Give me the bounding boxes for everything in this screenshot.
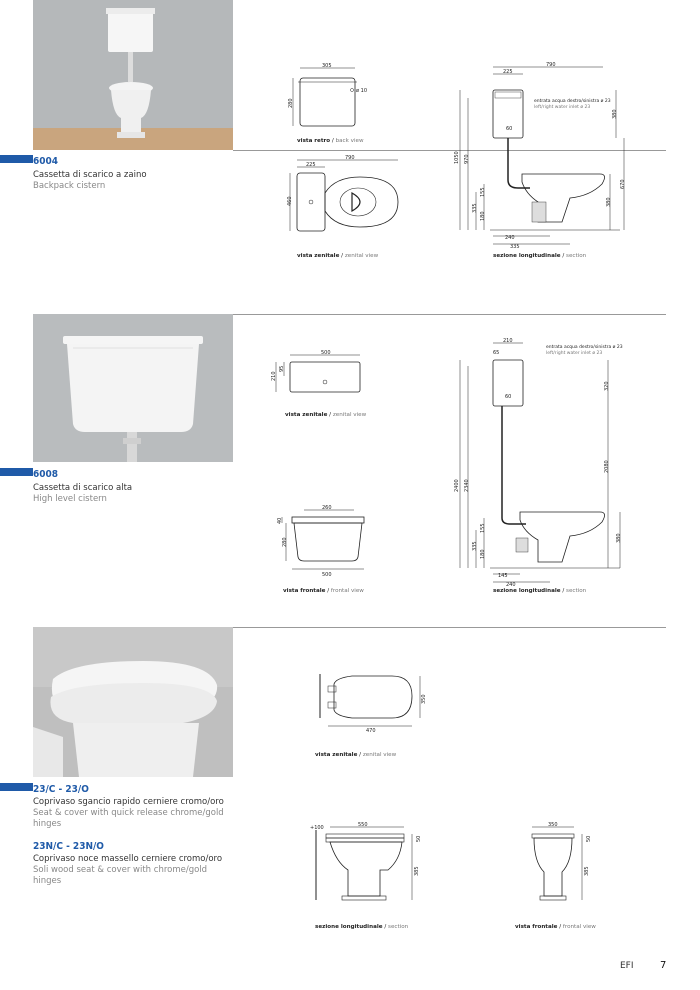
- product-title-it: Coprivaso sgancio rapido cerniere cromo/oro: [33, 797, 224, 807]
- dim-sec-plus: +100: [310, 825, 324, 831]
- product-code-2: 23N/C - 23N/O: [33, 841, 104, 852]
- product-code: 6008: [33, 469, 59, 480]
- dim-sec-r2: 670: [620, 179, 626, 189]
- drawing-section: [450, 338, 630, 588]
- code-bar: [0, 155, 33, 163]
- drawing-back-view: [280, 62, 380, 132]
- caption-front-view: vista frontale / frontal view: [283, 588, 364, 594]
- dim-top-h: 350: [421, 694, 427, 704]
- dim-sec-width: 790: [546, 62, 556, 68]
- product-title-en: High level cistern: [33, 494, 107, 504]
- dim-sec-w: 550: [358, 822, 368, 828]
- dim-sec-l2: 155: [480, 187, 486, 197]
- dim-front-w1: 260: [322, 505, 332, 511]
- water-inlet-it: entrata acqua destro/sinistra ø 23: [534, 99, 611, 104]
- caption-front-view: vista frontale / frontal view: [515, 924, 596, 930]
- dim-front-h2: 280: [282, 537, 288, 547]
- product-title-en: Backpack cistern: [33, 181, 106, 191]
- dim-sec-h2: 2340: [464, 479, 470, 492]
- dim-sec-b1: 240: [505, 235, 515, 241]
- dim-sec-cistern: 225: [503, 69, 513, 75]
- dim-top-w: 470: [366, 728, 376, 734]
- dim-sec-h2: 970: [464, 154, 470, 164]
- dim-sec-t1: 210: [503, 338, 513, 344]
- dim-back-height: 280: [288, 98, 294, 108]
- product-title-it: Cassetta di scarico alta: [33, 483, 133, 493]
- photo-backpack-cistern: [33, 0, 233, 150]
- dim-sec-r2: 2080: [604, 460, 610, 473]
- dim-sec-h1: 2400: [454, 479, 460, 492]
- dim-sec-b2: 335: [510, 244, 520, 250]
- dim-sec-60: 60: [506, 126, 513, 132]
- dim-sec-l3: 180: [480, 549, 486, 559]
- drawing-top-view: [280, 155, 410, 240]
- caption-top-view: vista zenitale / zenital view: [297, 253, 379, 259]
- dim-front-h1: 40: [277, 517, 283, 524]
- section-divider: [233, 314, 666, 315]
- dim-top-h2: 95: [279, 365, 285, 372]
- product-title-it: Cassetta di scarico a zaino: [33, 170, 147, 180]
- dim-top-h1: 210: [271, 371, 277, 381]
- dim-fr-t: 50: [586, 835, 592, 842]
- water-inlet-en: left/right water inlet ø 23: [534, 105, 591, 110]
- page-number: 7: [660, 960, 667, 971]
- dim-top-height: 460: [287, 196, 293, 206]
- dim-sec-b1: 145: [498, 573, 508, 579]
- dim-sec-h1: 1050: [454, 151, 460, 164]
- drawing-front-view: [272, 505, 382, 580]
- product-title2-en: Soli wood seat & cover with chrome/gold hinges: [33, 865, 208, 886]
- dim-sec-r3: 380: [606, 197, 612, 207]
- dim-sec-r3: 380: [616, 533, 622, 543]
- dim-front-w2: 500: [322, 572, 332, 578]
- caption-section: sezione longitudinale / section: [493, 253, 587, 259]
- dim-sec-h: 385: [414, 866, 420, 876]
- drawing-section: [308, 820, 428, 910]
- caption-section: sezione longitudinale / section: [315, 924, 409, 930]
- caption-top-view: vista zenitale / zenital view: [285, 412, 367, 418]
- dim-fr-h: 385: [584, 866, 590, 876]
- dim-sec-l1: 335: [472, 203, 478, 213]
- dim-sec-l2: 155: [480, 523, 486, 533]
- code-bar: [0, 783, 33, 791]
- product-code: 6004: [33, 156, 59, 167]
- caption-section: sezione longitudinale / section: [493, 588, 587, 594]
- dim-fr-w: 350: [548, 822, 558, 828]
- photo-high-level-cistern: [33, 314, 233, 462]
- dim-sec-r1: 380: [612, 109, 618, 119]
- dim-top-width: 790: [345, 155, 355, 161]
- product-title-en: Seat & cover with quick release chrome/gold hinges: [33, 808, 224, 829]
- water-inlet-en: left/right water inlet ø 23: [546, 351, 603, 356]
- code-bar: [0, 468, 33, 476]
- product-code: 23/C - 23/O: [33, 784, 89, 795]
- section-divider: [233, 627, 666, 628]
- dim-sec-t: 50: [416, 835, 422, 842]
- footer-brand: EFI: [620, 961, 634, 971]
- drawing-section: [450, 62, 630, 252]
- caption-back-view: vista retro / back view: [297, 138, 364, 144]
- caption-top-view: vista zenitale / zenital view: [315, 752, 397, 758]
- product-title2-it: Coprivaso noce massello cerniere cromo/oro: [33, 854, 223, 864]
- dim-sec-60: 60: [505, 394, 512, 400]
- drawing-top-view: [312, 668, 437, 740]
- photo-toilet-seat: [33, 627, 233, 777]
- dim-top-width: 500: [321, 350, 331, 356]
- dim-top-cistern: 225: [306, 162, 316, 168]
- dim-sec-t2: 65: [493, 350, 500, 356]
- water-inlet-it: entrata acqua destro/sinistra ø 23: [546, 345, 623, 350]
- drawing-front-view: [522, 820, 592, 910]
- dim-sec-b2: 240: [506, 582, 516, 588]
- dim-back-pipe: ø 10: [356, 88, 368, 94]
- dim-sec-l3: 180: [480, 211, 486, 221]
- dim-sec-l1: 335: [472, 541, 478, 551]
- dim-back-width: 305: [322, 63, 332, 69]
- drawing-top-view: [268, 350, 378, 405]
- dim-sec-r1: 320: [604, 381, 610, 391]
